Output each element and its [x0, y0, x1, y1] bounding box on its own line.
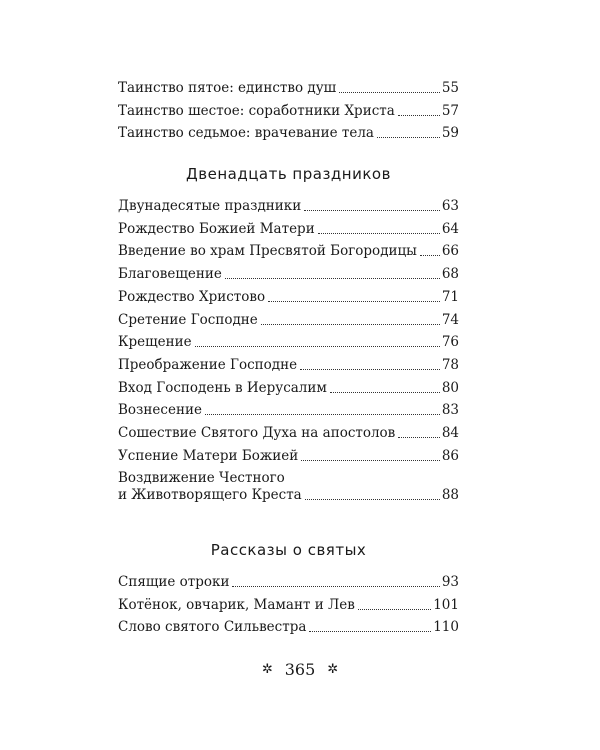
toc-entry-title [118, 380, 327, 397]
toc-entry-page-number: 93 [441, 574, 459, 590]
toc-entry[interactable] [118, 289, 459, 306]
toc-entry-title-line: Рождество Христово [118, 288, 266, 305]
dot-leader [358, 609, 431, 610]
toc-entry-page-number: 101 [433, 596, 459, 613]
toc-entry-title [118, 597, 355, 614]
toc-entry[interactable] [118, 574, 459, 591]
toc-entry[interactable] [118, 402, 459, 419]
dot-leader [261, 324, 440, 325]
toc-entry-title-line: и Животворящего Креста [118, 487, 302, 504]
dot-leader [339, 92, 440, 93]
dot-leader [300, 369, 440, 370]
toc-entry[interactable] [118, 312, 459, 329]
toc-entry-title-line: Крещение [118, 334, 192, 351]
toc-entry-title-line: Вознесение [118, 402, 202, 419]
toc-entry-title-line: Рождество Божией Матери [118, 220, 315, 237]
toc-entry-title-line: Вход Господень в Иерусалим [118, 379, 327, 396]
dot-leader [377, 137, 440, 138]
toc-entry[interactable] [118, 103, 459, 120]
dot-leader [420, 255, 440, 256]
ornament-left-icon: ✲ [261, 662, 273, 677]
toc-entry-title [118, 425, 395, 442]
toc-entry[interactable] [118, 597, 459, 614]
toc-entry-page-number: 78 [441, 356, 459, 373]
dot-leader [330, 392, 440, 393]
toc-entry-page-number: 63 [441, 198, 459, 214]
toc-entry-page-number: 71 [441, 288, 459, 305]
section-heading: Двенадцать праздников [186, 165, 391, 183]
page-number: 365 [284, 660, 316, 679]
page-folio [0, 660, 600, 679]
toc-entry[interactable] [118, 80, 459, 97]
toc-entry-title-line: Сретение Господне [118, 311, 258, 328]
toc-entry[interactable] [118, 448, 459, 465]
toc-entry[interactable] [118, 221, 459, 238]
toc-entry-title [118, 266, 222, 283]
toc-entry-title-line: Воздвижение Честного [118, 470, 285, 487]
dot-leader [305, 499, 440, 500]
toc-entry-title-line: Спящие отроки [118, 574, 230, 590]
toc-entry[interactable] [118, 334, 459, 351]
toc-entry[interactable] [118, 266, 459, 283]
toc-entry-title-line: Слово святого Сильвестра [118, 619, 307, 636]
toc-entry-title-line: Успение Матери Божией [118, 447, 299, 464]
dot-leader [195, 346, 440, 347]
toc-entry-title [118, 289, 265, 306]
toc-entry-page-number: 88 [441, 487, 459, 504]
toc-entry-title [118, 357, 297, 374]
toc-entry-page-number: 59 [441, 125, 459, 142]
dot-leader [309, 631, 431, 632]
toc-entry[interactable] [118, 243, 459, 260]
toc-entry-title-line: Введение во храм Пресвятой Богородицы [118, 243, 417, 260]
toc-entry-title-line: Таинство седьмое: врачевание тела [118, 125, 374, 142]
ornament-right-icon: ✲ [327, 662, 339, 677]
toc-entry-title [118, 619, 306, 636]
toc-entry-title [118, 103, 395, 120]
toc-entry[interactable] [118, 380, 459, 397]
toc-entry-title [118, 574, 229, 591]
toc-entry-title-line: Двунадесятые праздники [118, 198, 302, 214]
toc-entry-page-number: 80 [441, 379, 459, 396]
toc-entry[interactable] [118, 619, 459, 636]
toc-entry-title [118, 448, 298, 465]
section-heading: Рассказы о святых [210, 541, 367, 559]
dot-leader [398, 115, 440, 116]
toc-entry-title [118, 243, 417, 260]
toc-entry-title-line: Таинство шестое: соработники Христа [118, 102, 395, 119]
toc-entry-title [118, 125, 374, 142]
toc-entry-title-line: Преображение Господне [118, 356, 298, 373]
toc-entry-title-line: Котёнок, овчарик, Мамант и Лев [118, 596, 355, 613]
dot-leader [232, 586, 439, 587]
toc-entry[interactable] [118, 357, 459, 374]
toc-entry-page-number: 66 [441, 243, 459, 260]
toc-entry-page-number: 55 [441, 80, 459, 96]
toc-entry-title [118, 80, 336, 97]
toc-entry-title-line: Благовещение [118, 266, 222, 283]
toc-entry[interactable] [118, 470, 459, 504]
toc-entry-page-number: 57 [441, 102, 459, 119]
toc-entry-title-line: Сошествие Святого Духа на апостолов [118, 425, 396, 441]
toc-entry-title [118, 221, 315, 238]
toc-entry-title [118, 470, 302, 504]
dot-leader [398, 437, 440, 438]
toc-entry-title [118, 334, 192, 351]
dot-leader [205, 414, 440, 415]
toc-entry-title [118, 198, 301, 215]
dot-leader [301, 460, 440, 461]
toc-entry-page-number: 110 [433, 619, 459, 636]
dot-leader [225, 278, 440, 279]
toc-entry[interactable] [118, 198, 459, 215]
toc-entry-page-number: 84 [441, 425, 459, 441]
toc-entry-page-number: 76 [441, 334, 459, 351]
toc-entry-page-number: 86 [441, 447, 459, 464]
dot-leader [268, 301, 440, 302]
toc-entry-title [118, 402, 202, 419]
toc-entry[interactable] [118, 425, 459, 442]
toc-entry-page-number: 83 [441, 402, 459, 419]
toc-entry[interactable] [118, 125, 459, 142]
toc-entry-page-number: 68 [441, 266, 459, 283]
toc-entry-page-number: 74 [441, 311, 459, 328]
toc-entry-page-number: 64 [441, 220, 459, 237]
toc-entry-title [118, 312, 258, 329]
dot-leader [318, 233, 440, 234]
toc-entry-title-line: Таинство пятое: единство душ [118, 80, 337, 96]
dot-leader [304, 210, 440, 211]
